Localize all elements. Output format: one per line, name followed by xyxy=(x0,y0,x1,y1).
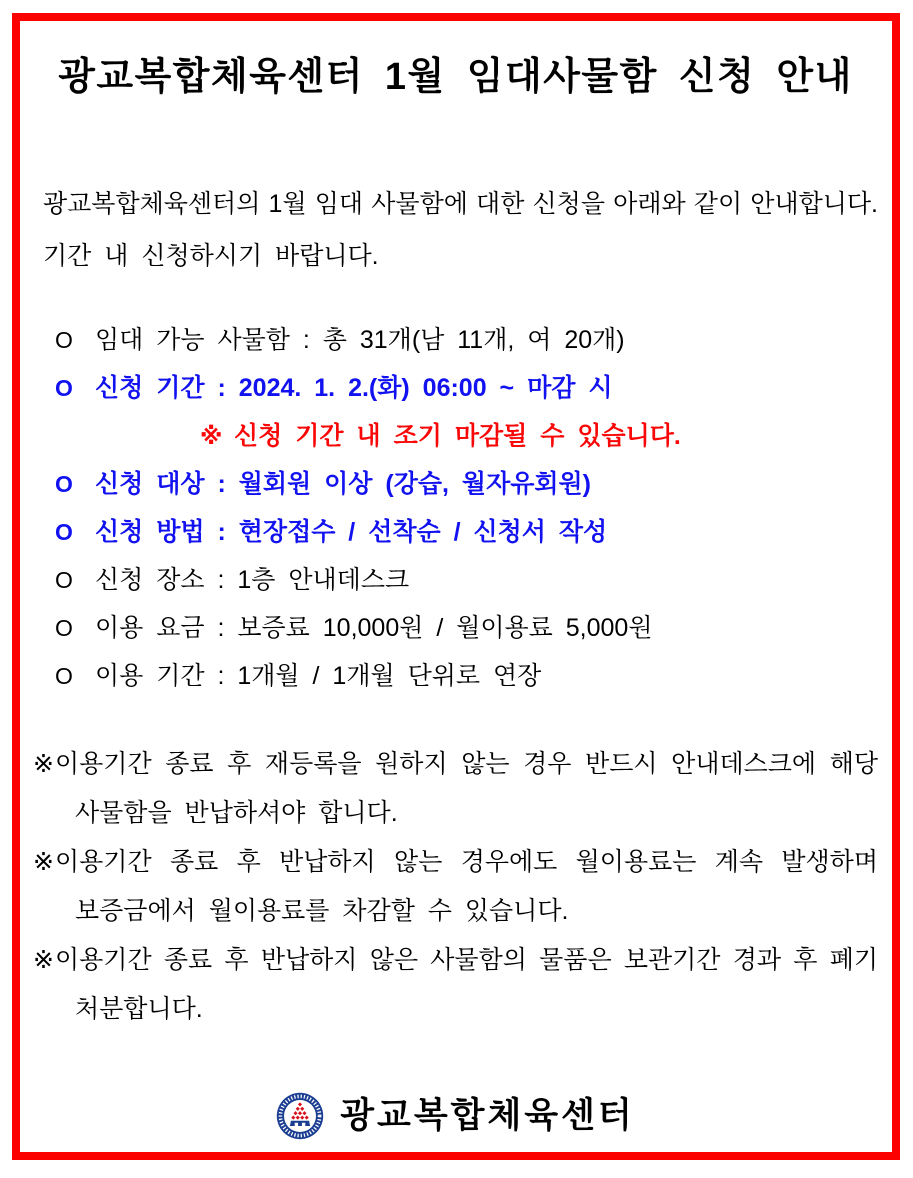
bullet-text: 신청 대상 : 월회원 이상 (강습, 월자유회원) xyxy=(95,470,591,498)
note-line-2: 보증금에서 월이용료를 차감할 수 있습니다. xyxy=(75,897,569,925)
bullet-text: 신청 기간 내 조기 마감될 수 있습니다. xyxy=(234,422,681,450)
reference-mark-icon: ※ xyxy=(33,750,54,778)
note-line-1: 이용기간 종료 후 반납하지 않은 사물함의 물품은 보관기간 경과 후 폐기 xyxy=(55,946,878,974)
bullet-text: 신청 장소 : 1층 안내데스크 xyxy=(95,566,410,594)
bullet-application-period xyxy=(55,364,878,412)
bullet-text: 신청 기간 : 2024. 1. 2.(화) 06:00 ~ 마감 시 xyxy=(95,374,613,402)
circle-bullet-icon: O xyxy=(55,615,73,641)
circle-bullet-icon: O xyxy=(55,663,73,689)
intro-line-2: 기간 내 신청하시기 바랍니다. xyxy=(43,242,379,270)
bullet-text: 신청 방법 : 현장접수 / 선착순 / 신청서 작성 xyxy=(95,518,608,546)
note-line-1: 이용기간 종료 후 재등록을 원하지 않는 경우 반드시 안내데스크에 해당 xyxy=(55,750,878,778)
bullet-application-method xyxy=(55,508,878,556)
circle-bullet-icon: O xyxy=(55,567,73,593)
note-line-1: 이용기간 종료 후 반납하지 않는 경우에도 월이용료는 계속 발생하며 xyxy=(55,848,878,876)
notice-content xyxy=(20,21,892,1152)
bullet-available-lockers xyxy=(55,316,878,364)
bullet-usage-fee xyxy=(55,604,878,652)
note-line-2: 처분합니다. xyxy=(75,995,203,1023)
sports-council-logo-icon xyxy=(276,1091,324,1141)
bullet-usage-period xyxy=(55,652,878,700)
bullet-list xyxy=(33,316,878,700)
intro-paragraph xyxy=(43,178,878,282)
bullet-text: 이용 기간 : 1개월 / 1개월 단위로 연장 xyxy=(95,662,542,690)
early-closing-warning xyxy=(33,412,878,460)
intro-line-1: 광교복합체육센터의 1월 임대 사물함에 대한 신청을 아래와 같이 안내합니다. xyxy=(43,190,878,218)
note-fee-continues xyxy=(33,838,878,936)
circle-bullet-icon: O xyxy=(55,519,73,545)
note-return-required xyxy=(33,740,878,838)
reference-mark-icon: ※ xyxy=(33,946,54,974)
reference-mark-icon: ※ xyxy=(33,848,54,876)
bullet-application-place xyxy=(55,556,878,604)
notes-list xyxy=(33,740,878,1034)
note-disposal xyxy=(33,936,878,1034)
footer xyxy=(33,1088,878,1144)
bullet-text: 임대 가능 사물함 : 총 31개(남 11개, 여 20개) xyxy=(95,326,625,354)
page-title: 광교복합체육센터 1월 임대사물함 신청 안내 xyxy=(58,56,853,98)
circle-bullet-icon: O xyxy=(55,471,73,497)
circle-bullet-icon: O xyxy=(55,327,73,353)
bullet-text: 이용 요금 : 보증료 10,000원 / 월이용료 5,000원 xyxy=(95,614,653,642)
circle-bullet-icon: O xyxy=(55,375,73,401)
bullet-eligibility xyxy=(55,460,878,508)
note-line-2: 사물함을 반납하셔야 합니다. xyxy=(75,799,398,827)
reference-mark-icon: ※ xyxy=(200,423,223,449)
footer-org-name: 광교복합체육센터 xyxy=(340,1096,635,1135)
